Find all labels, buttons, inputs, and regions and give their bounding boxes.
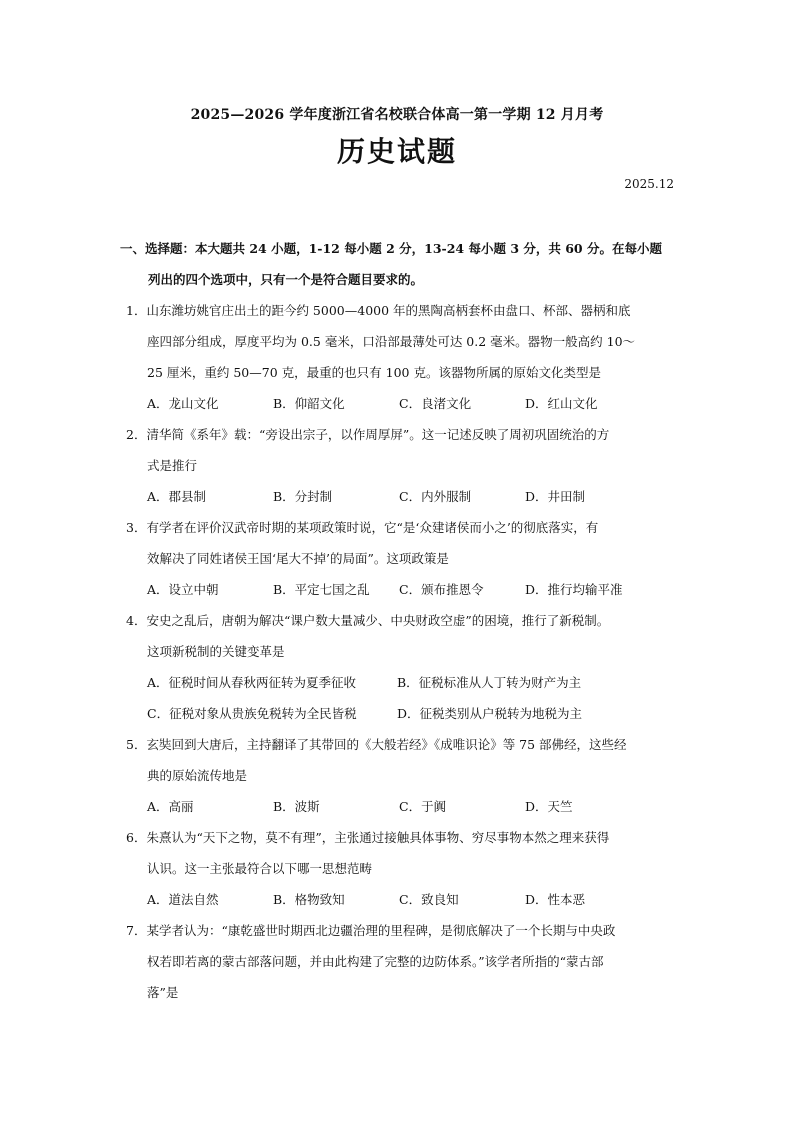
answer-options: [126, 667, 686, 698]
question-text: 7．某学者认为：“康乾盛世时期西北边疆治理的里程碑，是彻底解决了一个长期与中央政: [126, 923, 616, 938]
question-text: 6．朱熹认为“天下之物，莫不有理”，主张通过接触具体事物、穷尽事物本然之理来获得: [126, 830, 610, 845]
option-c[interactable]: C．颁布推恩令: [399, 582, 484, 597]
option-c[interactable]: C．良渚文化: [399, 396, 472, 411]
question-text: 3．有学者在评价汉武帝时期的某项政策时说，它“是‘众建诸侯而小之’的彻底落实，有: [126, 520, 599, 535]
question-text: 权若即若离的蒙古部落问题，并由此构建了完整的边防体系。”该学者所指的“蒙古部: [147, 954, 604, 969]
option-d[interactable]: D．天竺: [525, 799, 573, 814]
option-d[interactable]: D．推行均输平准: [525, 582, 623, 597]
question-text: 座四部分组成，厚度平均为 0.5 毫米，口沿部最薄处可达 0.2 毫米。器物一般高约 10～: [147, 334, 636, 349]
option-d[interactable]: D．红山文化: [525, 396, 598, 411]
question-text: 效解决了同姓诸侯王国‘尾大不掉’的局面”。这项政策是: [147, 551, 449, 566]
option-a[interactable]: A．郡县制: [147, 489, 207, 504]
question-3: [126, 512, 686, 605]
option-c[interactable]: C．致良知: [399, 892, 459, 907]
question-1: [126, 295, 686, 419]
option-d[interactable]: D．征税类别从户税转为地税为主: [397, 706, 583, 721]
section-heading: [120, 233, 680, 295]
section-instruction-line: 一、选择题：本大题共 24 小题，1-12 每小题 2 分，13-24 每小题 3 分，共 60 分。在每小题: [120, 241, 662, 256]
question-text: 5．玄奘回到大唐后，主持翻译了其带回的《大般若经》《成唯识论》等 75 部佛经，这些经: [126, 737, 627, 752]
option-b[interactable]: B．征税标准从人丁转为财产为主: [397, 675, 582, 690]
answer-options: [126, 388, 686, 419]
question-text: 典的原始流传地是: [147, 768, 248, 783]
option-d[interactable]: D．井田制: [525, 489, 586, 504]
question-7: [126, 915, 686, 1008]
option-b[interactable]: B．波斯: [273, 799, 320, 814]
exam-date: 2025.12: [624, 177, 674, 191]
option-b[interactable]: B．仰韶文化: [273, 396, 345, 411]
option-a[interactable]: A．道法自然: [147, 892, 219, 907]
exam-title: 2025—2026 学年度浙江省名校联合体高一第一学期 12 月月考: [190, 107, 604, 123]
option-c[interactable]: C．征税对象从贵族免税转为全民皆税: [147, 706, 357, 721]
option-b[interactable]: B．平定七国之乱: [273, 582, 370, 597]
option-b[interactable]: B．格物致知: [273, 892, 345, 907]
answer-options: [126, 481, 686, 512]
question-text: 落”是: [147, 985, 179, 1000]
question-4: [126, 605, 686, 729]
answer-options: [126, 884, 686, 915]
question-text: 1．山东潍坊姚官庄出土的距今约 5000—4000 年的黑陶高柄套杯由盘口、杯部、器柄和底: [126, 303, 631, 318]
question-text: 式是推行: [147, 458, 198, 473]
option-a[interactable]: A．设立中朝: [147, 582, 219, 597]
option-c[interactable]: C．内外服制: [399, 489, 472, 504]
option-c[interactable]: C．于阗: [399, 799, 447, 814]
option-b[interactable]: B．分封制: [273, 489, 333, 504]
question-text: 2．清华简《系年》载：“旁设出宗子，以作周厚屏”。这一记述反映了周初巩固统治的方: [126, 427, 610, 442]
section-instruction-line: 列出的四个选项中，只有一个是符合题目要求的。: [148, 272, 424, 287]
option-d[interactable]: D．性本恶: [525, 892, 586, 907]
answer-options: [126, 791, 686, 822]
question-text: 4．安史之乱后，唐朝为解决“课户数大量减少、中央财政空虚”的困境，推行了新税制。: [126, 613, 610, 628]
answer-options: [126, 574, 686, 605]
question-2: [126, 419, 686, 512]
option-a[interactable]: A．高丽: [147, 799, 194, 814]
question-text: 认识。这一主张最符合以下哪一思想范畴: [147, 861, 373, 876]
question-5: [126, 729, 686, 822]
option-a[interactable]: A．征税时间从春秋两征转为夏季征收: [147, 675, 357, 690]
question-text: 这项新税制的关键变革是: [147, 644, 285, 659]
answer-options: [126, 698, 686, 729]
subject-title: 历史试题: [336, 135, 457, 168]
question-6: [126, 822, 686, 915]
option-a[interactable]: A．龙山文化: [147, 396, 219, 411]
question-text: 25 厘米，重约 50—70 克，最重的也只有 100 克。该器物所属的原始文化类型是: [147, 365, 601, 380]
